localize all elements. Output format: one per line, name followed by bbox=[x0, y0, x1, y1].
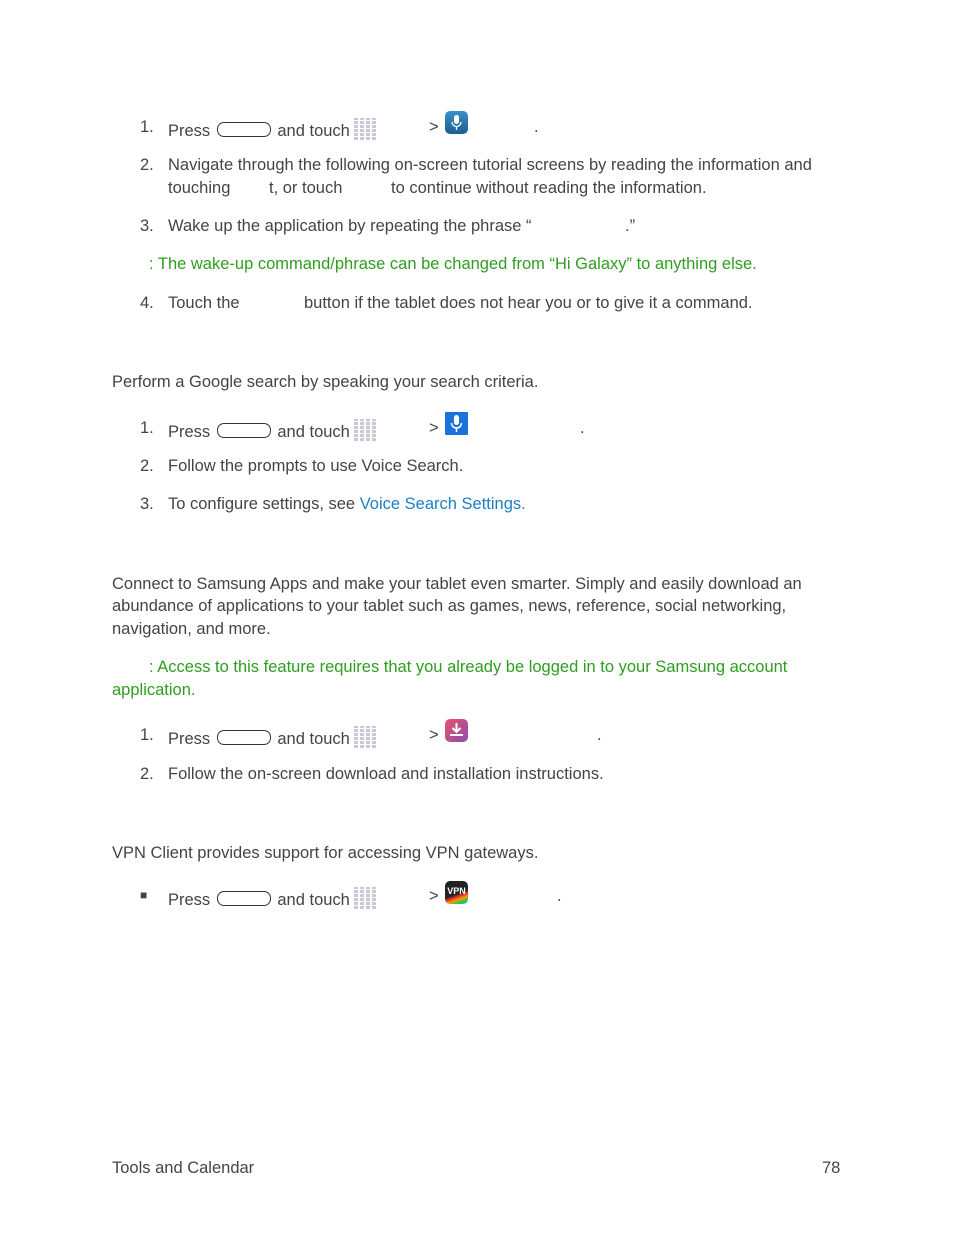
step-number: 1. bbox=[140, 419, 154, 437]
period: . bbox=[597, 726, 602, 744]
home-key-icon bbox=[217, 423, 271, 438]
separator: > bbox=[429, 118, 439, 136]
step-text bbox=[168, 419, 376, 442]
step-text: Navigate through the following on-screen tutorial screens by reading the information and bbox=[168, 156, 812, 174]
step-number: 1. bbox=[140, 118, 154, 136]
step-number: 4. bbox=[140, 294, 154, 312]
and-touch-label: and touch bbox=[277, 423, 350, 441]
section-intro: abundance of applications to your tablet such as games, news, reference, social networking, bbox=[112, 597, 787, 615]
period: . bbox=[580, 419, 585, 437]
step-number: 1. bbox=[140, 726, 154, 744]
step-number: 3. bbox=[140, 217, 154, 235]
note-text: : The wake-up command/phrase can be changed from “Hi Galaxy” to anything else. bbox=[149, 255, 757, 273]
samsung-apps-icon bbox=[445, 719, 468, 742]
step-text: Touch the bbox=[168, 294, 240, 312]
step-number: 2. bbox=[140, 765, 154, 783]
note-text: application. bbox=[112, 681, 196, 699]
home-key-icon bbox=[217, 891, 271, 906]
step-text: Follow the on-screen download and installation instructions. bbox=[168, 765, 604, 783]
step-text: touching bbox=[168, 179, 231, 197]
and-touch-label: and touch bbox=[277, 891, 350, 909]
step-text bbox=[168, 726, 376, 749]
step-text: to continue without reading the information. bbox=[391, 179, 707, 197]
voice-search-settings-link[interactable]: Voice Search Settings bbox=[359, 495, 522, 513]
step-text: .” bbox=[625, 217, 636, 235]
s-voice-app-icon bbox=[445, 111, 468, 134]
press-label: Press bbox=[168, 122, 211, 140]
section-intro: VPN Client provides support for accessing VPN gateways. bbox=[112, 844, 539, 862]
step-number: 3. bbox=[140, 495, 154, 513]
period: . bbox=[534, 118, 539, 136]
voice-search-app-icon bbox=[445, 412, 468, 435]
apps-grid-icon bbox=[354, 419, 376, 441]
section-intro: navigation, and more. bbox=[112, 620, 271, 638]
step-text: Follow the prompts to use Voice Search. bbox=[168, 457, 464, 475]
bullet-icon: ■ bbox=[140, 888, 148, 902]
step-text bbox=[168, 495, 526, 514]
step-text: Wake up the application by repeating the phrase “ bbox=[168, 217, 532, 235]
and-touch-label: and touch bbox=[277, 730, 350, 748]
press-label: Press bbox=[168, 891, 211, 909]
page-number: 78 bbox=[822, 1159, 841, 1177]
period: . bbox=[557, 887, 562, 905]
separator: > bbox=[429, 726, 439, 744]
step-number: 2. bbox=[140, 156, 154, 174]
apps-grid-icon bbox=[354, 887, 376, 909]
and-touch-label: and touch bbox=[277, 122, 350, 140]
step-text bbox=[168, 887, 376, 910]
press-label: Press bbox=[168, 730, 211, 748]
apps-grid-icon bbox=[354, 726, 376, 748]
note-text: : Access to this feature requires that you already be logged in to your Samsung account bbox=[149, 658, 788, 676]
footer-title: Tools and Calendar bbox=[112, 1159, 255, 1177]
period: . bbox=[521, 495, 526, 513]
section-intro: Perform a Google search by speaking your search criteria. bbox=[112, 373, 539, 391]
apps-grid-icon bbox=[354, 118, 376, 140]
press-label: Press bbox=[168, 423, 211, 441]
section-intro: Connect to Samsung Apps and make your tablet even smarter. Simply and easily download an bbox=[112, 575, 802, 593]
step-text: t, or touch bbox=[269, 179, 343, 197]
home-key-icon bbox=[217, 730, 271, 745]
vpn-client-icon: VPN bbox=[445, 881, 468, 904]
home-key-icon bbox=[217, 122, 271, 137]
step-text: button if the tablet does not hear you or to give it a command. bbox=[304, 294, 753, 312]
separator: > bbox=[429, 419, 439, 437]
step-text: To configure settings, see bbox=[168, 495, 360, 513]
step-text bbox=[168, 118, 376, 141]
separator: > bbox=[429, 887, 439, 905]
step-number: 2. bbox=[140, 457, 154, 475]
